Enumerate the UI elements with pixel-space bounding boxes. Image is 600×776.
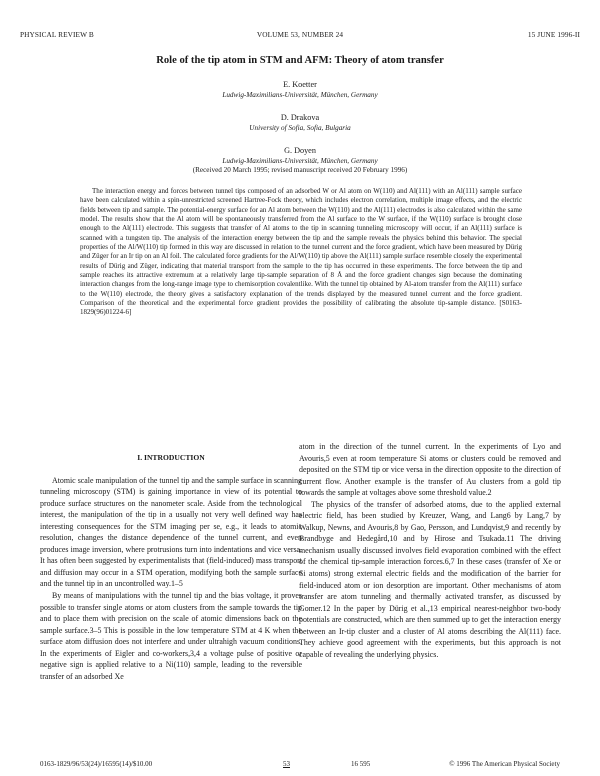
author-name: D. Drakova (280, 113, 320, 122)
article-code: 0163-1829/96/53(24)/16595(14)/$10.00 (40, 760, 153, 768)
author-name: E. Koetter (283, 80, 317, 89)
received-dates: (Received 20 March 1995; revised manuscript received 20 February 1996) (192, 166, 408, 174)
author-affiliation: Ludwig-Maximilians-Universität, München, Germany (222, 157, 378, 165)
body-paragraph: By means of manipulations with the tunnel tip and the bias voltage, it proves possible to transfer single atoms or atom clusters from the sample towards the tip and to place them with precision on the scale of atomic dimensions back on the sample surface.3–5 This is possible in the low temperature STM at 4 K when the surface atom diffusion does not interfere and under ultrahigh vacuum conditions. In the experiments of Eigler and co-workers,3,4 a voltage pulse of positive or negative sign is applied relative to a Ni(110) sample, leading to the reversible transfer of an adsorbed Xe (40, 591, 302, 681)
page-number: 16 595 (351, 760, 371, 768)
abstract (80, 187, 522, 318)
volume-info: VOLUME 53, NUMBER 24 (256, 30, 344, 39)
issue-date: 15 JUNE 1996-II (527, 30, 580, 39)
body-paragraph: The physics of the transfer of adsorbed atoms, due to the applied external electric field, has been studied by Kreuzer, Wang, and Lang6 by Lang,7 by Walkup, Newns, and Avouris,8 by Gao, Persson, and Lundqvist,9 and recently by Brandbyge and Hedegård,10 and by Hirose and Tsukada.11 The driving mechanism usually discussed involves field evaporation combined with the effect of the chemical tip-sample interaction forces.6,7 In these cases (transfer of Xe or Si atoms) strong external electric fields and the modification of the barrier for field-induced atom or ion desorption are important. Other mechanisms of atom transfer are atom tunneling and thermally activated transfer, as discussed by Gomer.12 In the paper by Dürig et al.,13 empirical nearest-neighbor two-body potentials are constructed, which are then summed up to get the interaction energy between an Ir-tip cluster and a cluster of Al atoms describing the Al(111) face. They achieve good agreement with the experiments, but this approach is not capable of revealing the underlying physics. (299, 499, 561, 659)
section-heading: I. INTRODUCTION (137, 453, 205, 462)
author-affiliation: Ludwig-Maximilians-Universität, München, Germany (222, 91, 378, 99)
author-affiliation: University of Sofia, Sofia, Bulgaria (249, 124, 351, 132)
volume-number: 53 (283, 760, 290, 768)
right-column (299, 441, 561, 660)
journal-name: PHYSICAL REVIEW B (20, 30, 94, 39)
body-paragraph: Atomic scale manipulation of the tunnel tip and the sample surface in scanning tunneling microscopy (STM) is gaining importance in view of its potential to produce surface structures on the nanometer scale. Aside from the technological interest, the manipulation of the tip in a usually not very well defined way has interesting consequences for the STM imaging per se, e.g., it leads to atomic resolution, changes the distance dependence of the tunnel current, and even produces image inversion, where protrusions turn into indentations and vice versa. It has often been suggested by experimentalists that (field-induced) mass transport and diffusion may occur in a STM operation, modifying both the sample surface and the tunnel tip in an uncontrolled way.1–5 (40, 475, 302, 589)
paper-title: Role of the tip atom in STM and AFM: Theory of atom transfer (156, 55, 444, 66)
copyright: © 1996 The American Physical Society (449, 760, 560, 768)
left-column (40, 452, 302, 682)
page-footer (40, 760, 560, 772)
running-header (20, 30, 580, 42)
abstract-text: The interaction energy and forces between tunnel tips composed of an adsorbed W or Al atom on W(110) and Al(111) with an Al(111) sample surface have been calculated within a spin-unrestricted screened Hartree-Fock theory, which includes electron correlation, multiple image effects, and the electric fields between tip and sample. The potential-energy surface for an Al atom between the W(110) and the Al(111) electrodes is also calculated within the same model. The results show that the Al atom will be spontaneously transferred from the Al surface to the W surface, if the W(110) surface is brought close enough to the Al(111) electrode. This suggests that transfer of Al atoms to the tip in scanning tunneling microscopy will occur, if an Al(111) surface is scanned with a tungsten tip. The analysis of the interaction energy between the tip and the sample reveals the physics behind this behavior. The special properties of the Al/W(110) tip formed in this way are discussed in relation to the tunnel current and the force gradient, which have been measured by Dürig and Züger for an Ir tip on an Al foil. The calculated force gradients for the Al/W(110) tip above the Al(111) sample surface resemble closely the experimental results of Dürig and Züger, indicating that material transport from the sample to the tip has occurred in these experiments. The force between the tip and sample reaches its attractive extremum at a relatively large tip-sample separation of 8 Å and the force gradient changes sign because the dominating interaction changes from the long-range image type to chemisorption covalentlike. With the tunnel tip obtained by Al-atom transfer from the Al(111) surface to the W(110) electrode, the theory gives a satisfactory explanation of the trends displayed by the measured tunnel current and the force gradient. Comparison of the theoretical and the experimental force gradient provides the possibility of calibrating the absolute tip-sample distance. [S0163-1829(96)01224-6] (80, 187, 522, 317)
body-paragraph: atom in the direction of the tunnel current. In the experiments of Lyo and Avouris,5 even at room temperature Si atoms or clusters could be removed and deposited on the STM tip or vice versa in the direction opposite to the direction of current flow. Another example is the transfer of Au clusters from a gold tip towards the sample at voltages above some threshold value.2 (299, 442, 561, 498)
author-name: G. Doyen (284, 146, 316, 155)
